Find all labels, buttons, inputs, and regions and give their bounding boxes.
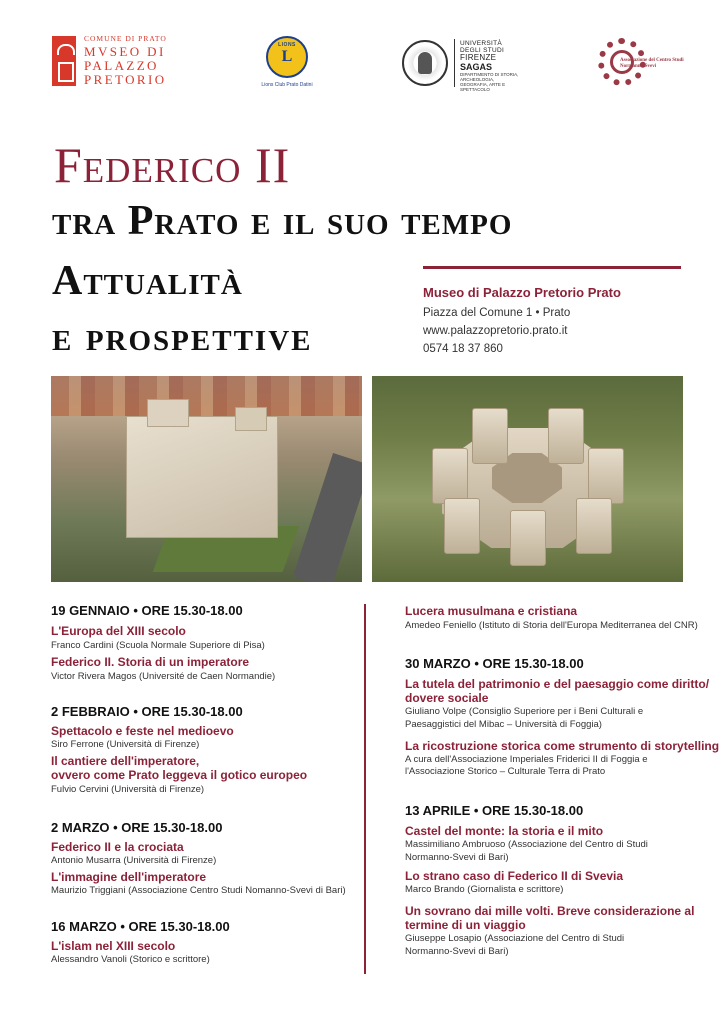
talk-title: Lo strano caso di Federico II di Svevia <box>405 869 624 883</box>
venue-divider <box>423 266 681 269</box>
talk-title: Il cantiere dell'imperatore, <box>51 754 200 768</box>
lions-logo-caption: Lions Club Prato Datini <box>261 82 313 88</box>
talk-speaker: Massimiliano Ambruoso (Associazione del Centro di Studi <box>405 839 648 850</box>
talk-speaker: Victor Rivera Magos (Université de Caen Normandie) <box>51 671 276 682</box>
venue-website-link[interactable]: www.palazzopretorio.prato.it <box>423 325 568 337</box>
program-column-divider <box>364 604 366 974</box>
talk-title: La tutela del patrimonio e del paesaggio come diritto/ <box>405 677 710 691</box>
talk-title: Federico II. Storia di un imperatore <box>51 655 250 669</box>
talk-speaker: Normanno-Svevi di Bari) <box>405 946 509 957</box>
talk-speaker: Giuliano Volpe (Consiglio Superiore per i Beni Culturali e <box>405 706 644 717</box>
venue-phone: 0574 18 37 860 <box>423 343 503 355</box>
talk-speaker: Maurizio Triggiani (Associazione Centro Studi Nomanno-Svevi di Bari) <box>51 885 346 896</box>
talk-speaker: A cura dell'Associazione Imperiales Friderici II di Foggia e <box>405 754 648 765</box>
castle-tower <box>444 498 480 554</box>
unifi-sagas: SAGAS <box>460 62 493 72</box>
museo-logo-line2: PALAZZO <box>84 58 159 73</box>
venue-address: Piazza del Comune 1 • Prato <box>423 307 571 319</box>
unifi-line1: UNIVERSITÀ <box>460 40 503 47</box>
talk-title: L'islam nel XIII secolo <box>51 939 176 953</box>
talk-title: La ricostruzione storica come strumento di storytelling <box>405 739 720 753</box>
talk-speaker: Marco Brando (Giornalista e scrittore) <box>405 884 564 895</box>
photo-castel-del-monte <box>372 376 683 582</box>
talk-title: Spettacolo e feste nel medioevo <box>51 724 234 738</box>
talk-title: L'immagine dell'imperatore <box>51 870 207 884</box>
castle-tower <box>576 498 612 554</box>
talk-speaker: Paesaggistici del Mibac – Università di Foggia) <box>405 719 602 730</box>
talk-speaker: l'Associazione Storico – Culturale Terra di Prato <box>405 766 606 777</box>
talk-speaker: Fulvio Cervini (Università di Firenze) <box>51 784 205 795</box>
museo-logo-comune: COMUNE DI PRATO <box>84 34 167 43</box>
session-date: 2 MARZO • ORE 15.30-18.00 <box>51 820 223 835</box>
castle-tower <box>548 408 584 464</box>
photo-rooftops <box>51 376 362 416</box>
talk-title: Un sovrano dai mille volti. Breve considerazione al <box>405 904 695 918</box>
subtitle-line3: e prospettive <box>52 314 313 360</box>
castle-tower <box>432 448 468 504</box>
museo-logo-line3: PRETORIO <box>84 72 167 87</box>
centro-studi-normanno-svevi-logo <box>596 36 686 88</box>
subtitle-line2: Attualità <box>52 258 243 304</box>
unifi-line2: DEGLI STUDI <box>460 47 505 54</box>
unifi-line3: FIRENZE <box>460 53 497 62</box>
talk-title: dovere sociale <box>405 691 489 705</box>
talk-speaker: Giuseppe Losapio (Associazione del Centro di Studi <box>405 933 625 944</box>
talk-speaker: Normanno-Svevi di Bari) <box>405 852 509 863</box>
photo-octagonal-castle <box>432 398 622 548</box>
castle-tower <box>588 448 624 504</box>
unifi-department: DIPARTIMENTO DI STORIA, ARCHEOLOGIA, GEOGRAFIA, ARTE E SPETTACOLO <box>460 72 519 92</box>
subtitle-line1: tra Prato e il suo tempo <box>52 198 513 244</box>
talk-speaker: Franco Cardini (Scuola Normale Superiore di Pisa) <box>51 640 265 651</box>
logo-divider <box>454 39 455 87</box>
castle-tower <box>510 510 546 566</box>
castle-tower <box>472 408 508 464</box>
lions-club-logo <box>262 36 312 92</box>
talk-title: termine di un viaggio <box>405 918 526 932</box>
museo-logo-line1: MVSEO DI <box>84 44 166 59</box>
page-title: Federico II <box>54 137 291 193</box>
talk-title: Federico II e la crociata <box>51 840 184 854</box>
venue-name: Museo di Palazzo Pretorio Prato <box>423 285 621 300</box>
talk-speaker: Antonio Musarra (Università di Firenze) <box>51 855 217 866</box>
talk-speaker: Amedeo Feniello (Istituto di Storia dell'Europa Mediterranea del CNR) <box>405 620 698 631</box>
museo-building-icon <box>52 36 76 86</box>
museo-palazzo-pretorio-logo <box>52 34 187 92</box>
photo-castle <box>126 416 278 538</box>
university-seal-icon <box>402 40 448 86</box>
talk-title: Castel del monte: la storia e il mito <box>405 824 604 838</box>
session-date: 16 MARZO • ORE 15.30-18.00 <box>51 919 230 934</box>
talk-title: Lucera musulmana e cristiana <box>405 604 578 618</box>
talk-speaker: Alessandro Vanoli (Storico e scrittore) <box>51 954 210 965</box>
session-date: 13 APRILE • ORE 15.30-18.00 <box>405 803 584 818</box>
talk-title: ovvero come Prato leggeva il gotico europeo <box>51 768 308 782</box>
session-date: 30 MARZO • ORE 15.30-18.00 <box>405 656 584 671</box>
lions-logo-ribbon: LIONS <box>278 42 296 48</box>
session-date: 19 GENNAIO • ORE 15.30-18.00 <box>51 603 243 618</box>
universita-firenze-logo <box>402 37 522 92</box>
talk-title: L'Europa del XIII secolo <box>51 624 186 638</box>
session-date: 2 FEBBRAIO • ORE 15.30-18.00 <box>51 704 243 719</box>
assoc-logo-text: Associazione del Centro Studi Normanno-Svevi <box>620 58 684 69</box>
photo-castello-imperatore-prato <box>51 376 362 582</box>
talk-speaker: Siro Ferrone (Università di Firenze) <box>51 739 200 750</box>
photo-road <box>293 453 362 582</box>
